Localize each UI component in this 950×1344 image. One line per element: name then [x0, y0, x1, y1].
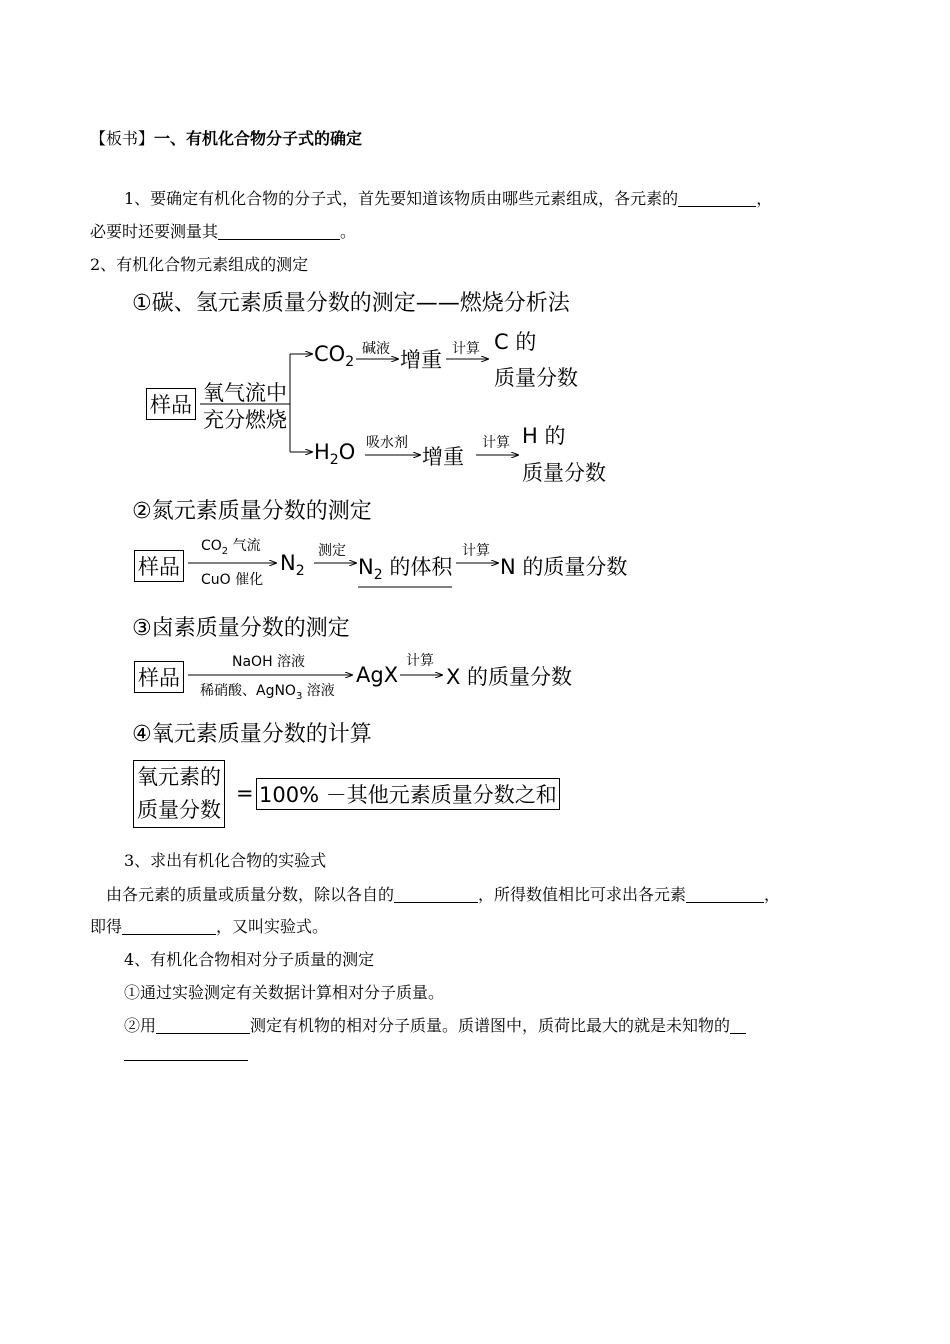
d1-inc2: 增重: [422, 445, 464, 469]
d1-inc1: 增重: [400, 348, 442, 372]
p1-text2: 必要时还要测量其: [90, 222, 219, 241]
p4-s1: ①通过实验测定有关数据计算相对分子质量。: [124, 983, 445, 1002]
d4-left2: 质量分数: [137, 798, 221, 822]
d2-result: N 的质量分数: [500, 555, 628, 579]
d4-right-box: 100% －其他元素质量分数之和: [256, 778, 560, 810]
d2-n2a: $N_2$: [280, 551, 305, 580]
d2-bottom: CuO 催化: [201, 572, 264, 588]
p1-text1: 1、要确定有机化合物的分子式，首先要知道该物质由哪些元素组成，各元素的: [124, 189, 679, 208]
d2-calc: 计算: [462, 543, 490, 559]
p3-title: 3、求出有机化合物的实验式: [124, 851, 327, 870]
d4-eq: =: [236, 781, 254, 805]
d3-title: ③卤素质量分数的测定: [132, 616, 350, 641]
d3-sample-box: 样品: [134, 661, 184, 693]
section-title: 一、有机化合物分子式的确定: [154, 129, 363, 148]
d1-absorb: 吸水剂: [366, 435, 408, 451]
d1-co2: $CO_2$: [314, 342, 355, 371]
d2-title: ②氮元素质量分数的测定: [132, 499, 372, 524]
d3-result: X 的质量分数: [446, 665, 573, 689]
d4-left-box: [133, 760, 225, 828]
d2-measure: 测定: [318, 543, 346, 559]
d1-calc1: 计算: [452, 341, 480, 357]
d2-sample-box: 样品: [134, 550, 184, 582]
d3-calc: 计算: [406, 653, 434, 669]
d2-n2b: $N_2$ 的体积: [358, 555, 453, 584]
d4-title: ④氧元素质量分数的计算: [132, 722, 372, 747]
d1-cond2: 充分燃烧: [203, 408, 287, 432]
p1-end2: 。: [340, 222, 357, 241]
d3-agx: AgX: [356, 663, 399, 687]
blank-4[interactable]: [686, 886, 764, 903]
p4-title: 4、有机化合物相对分子质量的测定: [124, 950, 375, 969]
d3-top: NaOH 溶液: [232, 654, 306, 670]
blank-7a[interactable]: [730, 1017, 746, 1034]
p3-line2: 即得 ，又叫实验式。: [90, 917, 329, 936]
d1-calc2: 计算: [482, 435, 510, 451]
p4-s2: ②用 测定有机物的相对分子质量。质谱图中，质荷比最大的就是未知物的: [124, 1013, 746, 1036]
d1-title: ①碳、氢元素质量分数的测定——燃烧分析法: [132, 291, 570, 316]
d3-bottom: 稀硝酸、AgNO$_3$ 溶液: [200, 683, 335, 702]
blank-5[interactable]: [122, 918, 216, 935]
d1-lye: 碱液: [362, 341, 390, 357]
board-bracket: 【板书】: [90, 129, 155, 148]
p2-title: 2、有机化合物元素组成的测定: [90, 255, 309, 274]
blank-6[interactable]: [156, 1017, 250, 1034]
blank-3[interactable]: [394, 886, 478, 903]
d2-top: $CO_2$ 气流: [201, 538, 261, 557]
d1-h-mass: 质量分数: [522, 461, 606, 485]
d1-cond1: 氧气流中: [203, 381, 287, 405]
d1-c-mass: 质量分数: [494, 366, 578, 390]
d1-sample-box: 样品: [146, 388, 196, 420]
blank-7b[interactable]: [124, 1060, 248, 1061]
d1-c-of: C 的: [494, 330, 537, 354]
d1-h-of: H 的: [522, 424, 566, 448]
d1-h2o: $H_2O$: [314, 440, 356, 469]
d4-left1: 氧元素的: [137, 765, 221, 789]
p3-line1: 由各元素的质量或质量分数，除以各自的 ，所得数值相比可求出各元素 ，: [106, 885, 781, 904]
p1-end1: ，: [756, 189, 773, 208]
